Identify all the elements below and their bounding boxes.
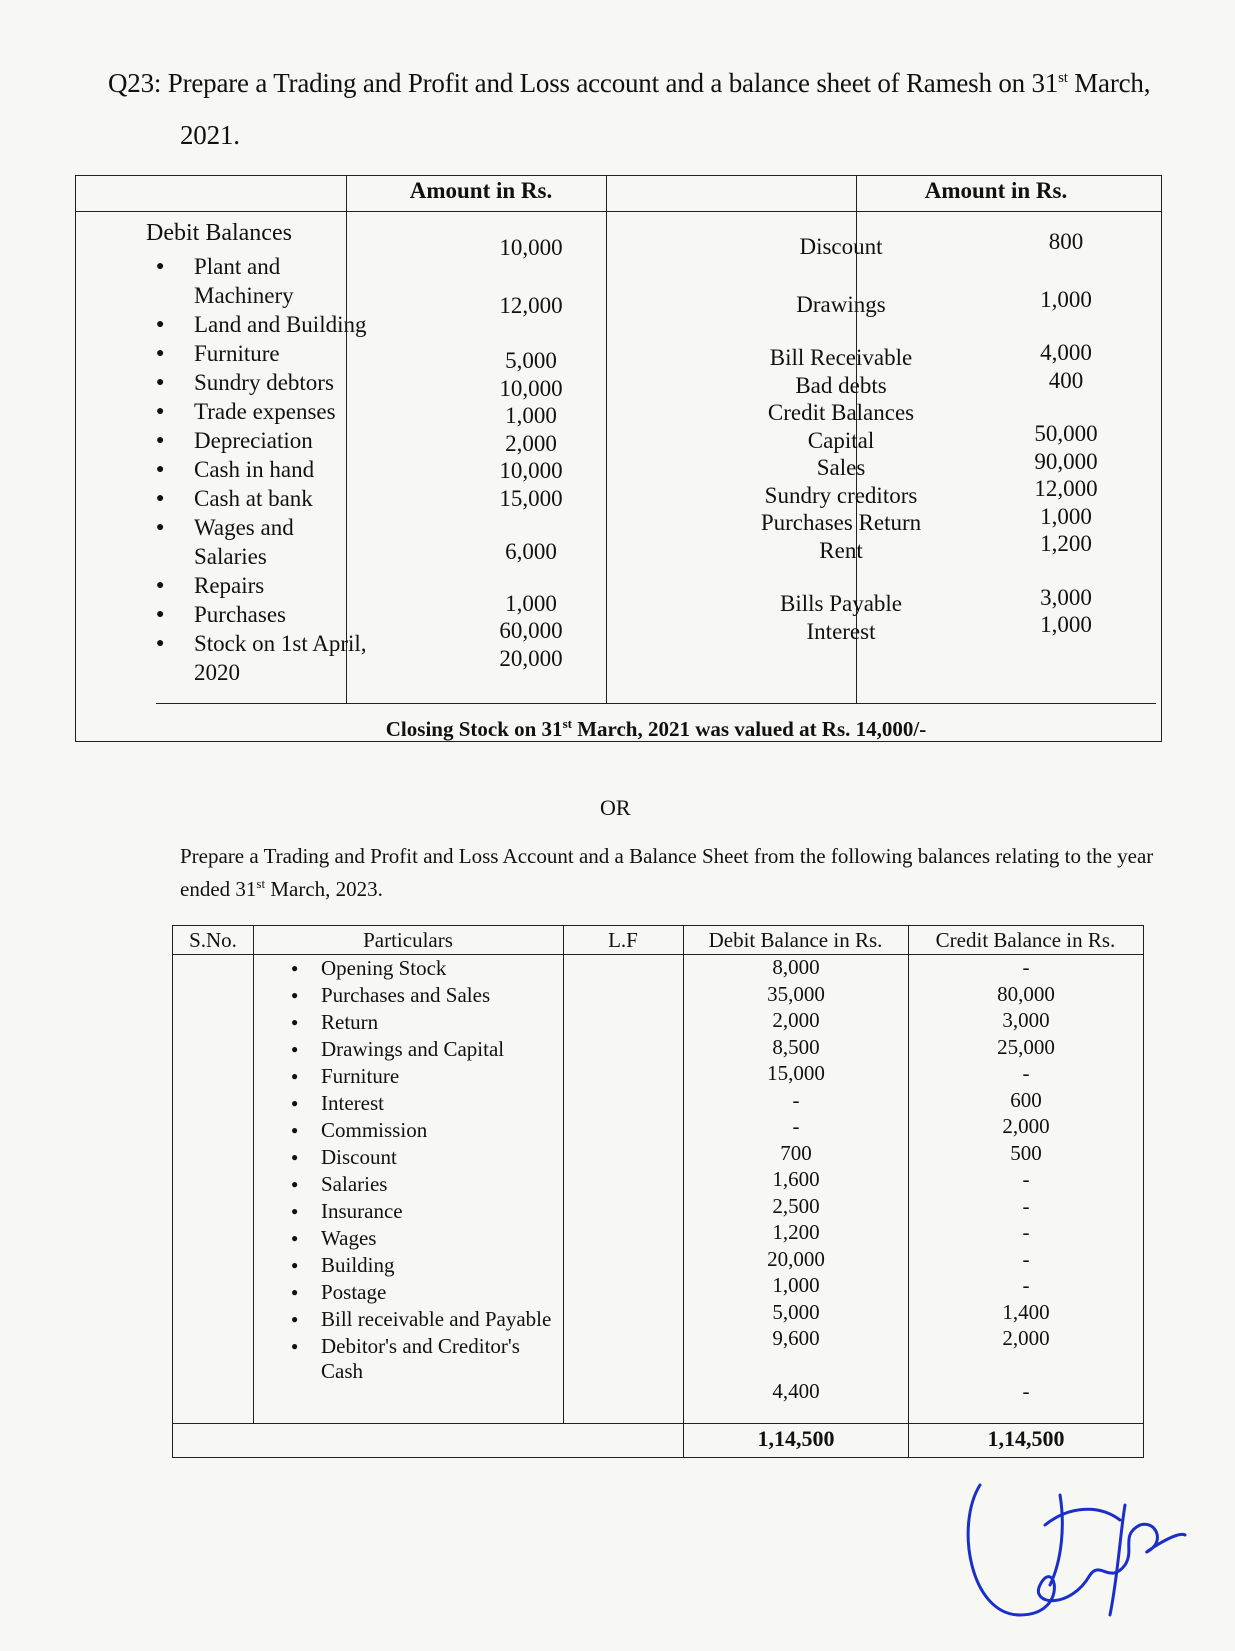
right-items-column [716, 176, 966, 645]
item-cell: Capital [807, 427, 875, 453]
item-cell: Bills Payable [779, 591, 903, 616]
question-title [108, 52, 1188, 161]
debit-column [691, 954, 901, 1404]
item-cell: Drawings [796, 291, 886, 317]
list-item: ● Depreciation [156, 426, 371, 455]
list-item: ● Insurance [291, 1199, 561, 1224]
header-amount-left: Amount in Rs. [409, 178, 553, 203]
question-year: 2021. [180, 120, 240, 150]
amount-cell: 400 [1048, 367, 1084, 393]
amount-cell: 6,000 [505, 539, 557, 564]
debit-cell: 1,200 [772, 1220, 820, 1244]
credit-cell: - [1022, 1378, 1030, 1403]
debit-cell: 1,000 [772, 1273, 820, 1297]
question-number: Q23: [108, 68, 162, 98]
trial-balance-table-2 [172, 925, 1144, 1458]
debit-items-list [156, 252, 371, 687]
or-separator: OR [600, 795, 631, 820]
list-item: ● Repairs [156, 571, 371, 600]
question-text: Prepare a Trading and Profit and Loss account and a balance sheet of Ramesh on 31 [167, 68, 1059, 98]
amount-cell: 1,000 [1040, 612, 1092, 637]
debit-amounts-column [456, 176, 606, 672]
credit-cell: 500 [1010, 1140, 1042, 1165]
item-cell: Credit Balances [767, 400, 915, 425]
amount-cell: 90,000 [1034, 448, 1098, 474]
list-item: ● Plant and Machinery [156, 252, 371, 310]
closing-note-text-end: March, 2021 was valued at Rs. 14,000/- [571, 717, 927, 741]
question2-sup: st [256, 876, 266, 891]
question2-text: Prepare a Trading and Profit and Loss Account and a Balance Sheet from the following balances relating to the year ended 31 [180, 844, 1154, 901]
list-item: ● Furniture [156, 339, 371, 368]
credit-cell: - [1022, 1167, 1030, 1191]
amount-cell: 20,000 [499, 645, 563, 671]
amount-cell: 10,000 [499, 458, 563, 483]
debit-cell: 15,000 [767, 1061, 825, 1085]
debit-balances-heading: Debit Balances [146, 220, 292, 246]
item-cell: Interest [806, 618, 876, 644]
list-item: ● Trade expenses [156, 397, 371, 426]
credit-cell: - [1022, 1220, 1030, 1244]
list-item: ● Purchases and Sales [291, 983, 561, 1008]
amount-cell: 1,000 [1040, 503, 1092, 529]
amount-cell: 12,000 [1034, 476, 1098, 501]
debit-cell: 9,600 [772, 1326, 820, 1350]
question-sup: st [1058, 70, 1068, 86]
debit-cell: 1,600 [772, 1167, 820, 1191]
credit-cell: 2,000 [1002, 1114, 1050, 1138]
credit-cell: - [1022, 955, 1030, 979]
list-item: ● Stock on 1st April, 2020 [156, 629, 371, 687]
header-amount-right: Amount in Rs. [924, 178, 1068, 203]
debit-cell: 4,400 [772, 1378, 820, 1403]
list-item: ● Cash at bank [156, 484, 371, 513]
list-item: ● Return [291, 1010, 561, 1035]
list-item: ● Cash in hand [156, 455, 371, 484]
amount-cell: 12,000 [499, 292, 563, 318]
item-cell: Bill Receivable [769, 345, 913, 370]
list-item: ● Debitor's and Creditor's Cash [291, 1334, 561, 1384]
header-particulars: Particulars [363, 928, 453, 952]
header-debit: Debit Balance in Rs. [708, 928, 883, 952]
list-item: ● Discount [291, 1145, 561, 1170]
divider [253, 926, 254, 1423]
particulars-list [291, 956, 561, 1386]
list-item: ● Salaries [291, 1172, 561, 1197]
item-cell: Sales [816, 455, 866, 480]
amount-cell: 2,000 [505, 430, 557, 456]
list-item: ● Furniture [291, 1064, 561, 1089]
debit-cell: 700 [780, 1140, 812, 1165]
amount-cell: 10,000 [499, 375, 563, 401]
question-2-text [180, 842, 1180, 903]
item-cell: Bad debts [795, 372, 887, 398]
question-text-end: March, [1067, 68, 1151, 98]
trial-balance-table-1 [75, 175, 1162, 742]
list-item: ● Interest [291, 1091, 561, 1116]
debit-cell: 2,000 [772, 1008, 820, 1032]
list-item: ● Land and Building [156, 310, 371, 339]
debit-cell: 8,000 [772, 955, 820, 979]
signature-image [950, 1465, 1190, 1635]
amount-cell: 15,000 [499, 485, 563, 511]
right-amounts-column [971, 176, 1161, 639]
list-item: ● Sundry debtors [156, 368, 371, 397]
divider [606, 176, 607, 703]
list-item: ● Drawings and Capital [291, 1037, 561, 1062]
header-lf: L.F [608, 928, 638, 952]
debit-cell: 8,500 [772, 1034, 820, 1059]
credit-cell: 25,000 [997, 1034, 1055, 1059]
list-item: ● Building [291, 1253, 561, 1278]
credit-cell: 2,000 [1002, 1326, 1050, 1350]
amount-cell: 1,000 [1040, 286, 1092, 312]
credit-column [921, 954, 1131, 1404]
credit-cell: - [1022, 1273, 1030, 1297]
item-cell: Discount [799, 234, 883, 259]
debit-cell: 35,000 [767, 981, 825, 1006]
credit-cell: 1,400 [1002, 1299, 1050, 1324]
list-item: ● Wages and Salaries [156, 513, 371, 571]
list-item: ● Bill receivable and Payable [291, 1307, 561, 1332]
divider [908, 926, 909, 1457]
amount-cell: 1,000 [505, 590, 557, 616]
credit-cell: 80,000 [997, 981, 1055, 1006]
closing-note-sup: st [562, 716, 572, 731]
closing-note-text: Closing Stock on 31 [385, 717, 563, 741]
credit-cell: - [1022, 1246, 1030, 1271]
item-cell: Sundry creditors [764, 482, 918, 508]
header-credit: Credit Balance in Rs. [935, 928, 1116, 952]
item-cell: Purchases Return [760, 510, 922, 535]
list-item: ● Purchases [156, 600, 371, 629]
amount-cell: 800 [1048, 229, 1084, 254]
debit-cell: - [792, 1087, 800, 1112]
debit-cell: 20,000 [767, 1246, 825, 1271]
question2-text-end: March, 2023. [265, 877, 383, 901]
list-item: ● Wages [291, 1226, 561, 1251]
closing-stock-note [156, 703, 1156, 739]
divider [563, 926, 564, 1423]
total-credit: 1,14,500 [987, 1426, 1065, 1451]
list-item: ● Opening Stock [291, 956, 561, 981]
credit-cell: - [1022, 1061, 1030, 1085]
debit-cell: 5,000 [772, 1299, 820, 1324]
total-debit: 1,14,500 [757, 1426, 835, 1451]
amount-cell: 1,200 [1040, 531, 1092, 556]
amount-cell: 5,000 [505, 348, 557, 373]
item-cell: Rent [819, 537, 863, 563]
amount-cell: 4,000 [1040, 340, 1092, 365]
credit-cell: - [1022, 1193, 1030, 1218]
amount-cell: 50,000 [1034, 421, 1098, 446]
amount-cell: 60,000 [499, 618, 563, 643]
debit-cell: 2,500 [772, 1193, 820, 1218]
debit-cell: - [792, 1114, 800, 1138]
amount-cell: 3,000 [1040, 584, 1092, 610]
header-sno: S.No. [189, 928, 237, 952]
credit-cell: 600 [1010, 1087, 1042, 1112]
list-item: ● Postage [291, 1280, 561, 1305]
amount-cell: 10,000 [499, 235, 563, 260]
credit-cell: 3,000 [1002, 1008, 1050, 1032]
list-item: ● Commission [291, 1118, 561, 1143]
divider [683, 926, 684, 1457]
amount-cell: 1,000 [505, 403, 557, 428]
total-line [173, 1423, 1143, 1424]
